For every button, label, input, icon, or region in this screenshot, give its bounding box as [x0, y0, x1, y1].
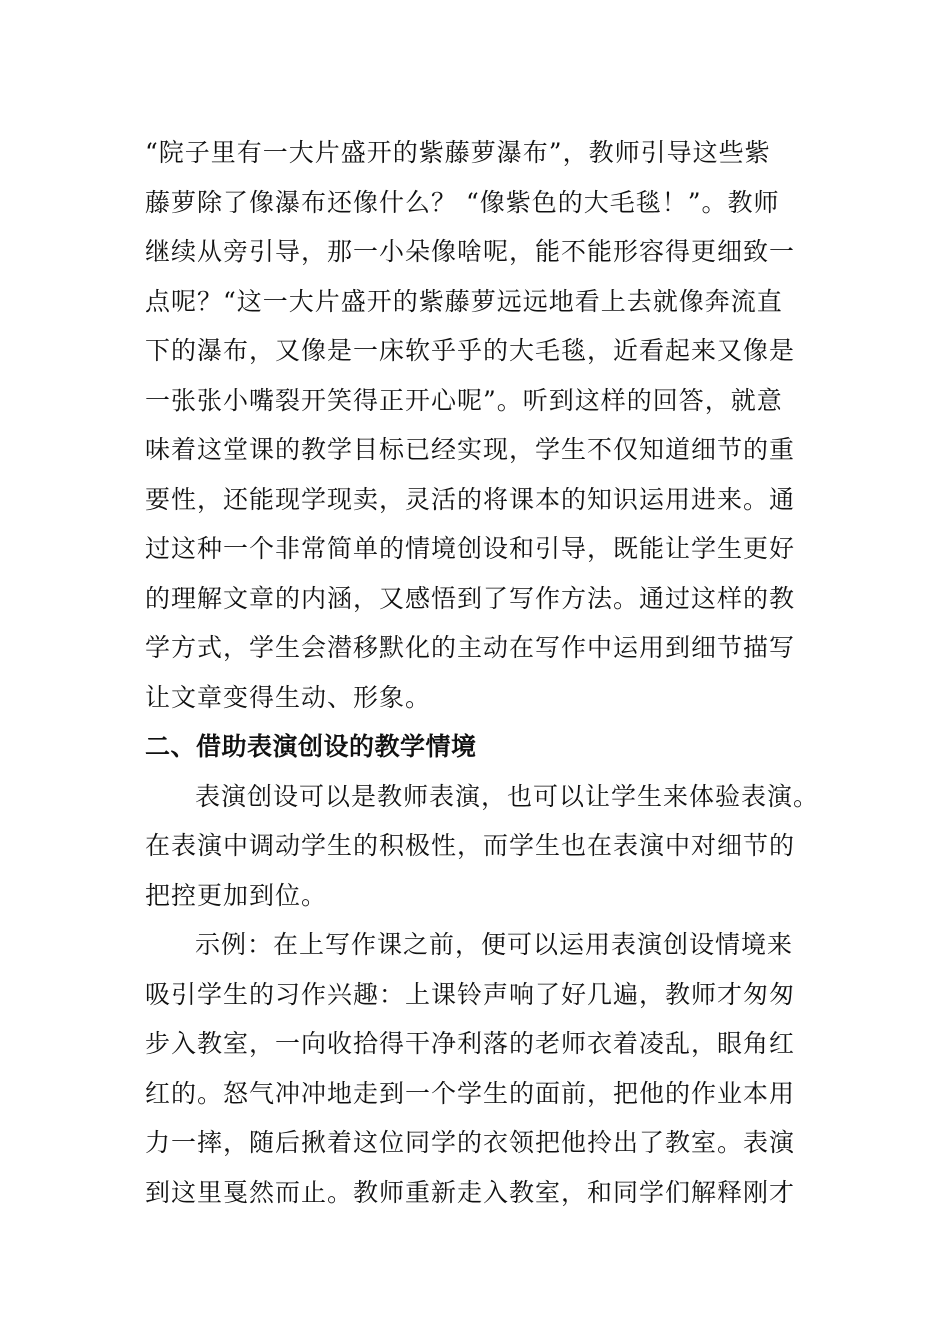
text-line: 的理解文章的内涵，又感悟到了写作方法。通过这样的教	[145, 583, 796, 613]
paragraph-performance	[145, 772, 825, 921]
text-line: 红的。怒气冲冲地走到一个学生的面前，把他的作业本用	[145, 1078, 796, 1108]
text-line: 示例：在上写作课之前，便可以运用表演创设情境来	[195, 930, 794, 959]
text-line: 点呢？“这一大片盛开的紫藤萝远远地看上去就像奔流直	[145, 286, 783, 316]
text-line: 要性，还能现学现卖，灵活的将课本的知识运用进来。通	[145, 484, 796, 514]
text-line: 步入教室，一向收拾得干净利落的老师衣着凌乱，眼角红	[145, 1029, 796, 1058]
text-line: 让文章变得生动、形象。	[145, 682, 432, 712]
text-line: 把控更加到位。	[145, 880, 328, 910]
text-line: 下的瀑布，又像是一床软乎乎的大毛毯，近看起来又像是	[145, 336, 796, 365]
text-line: 力一摔，随后揪着这位同学的衣领把他拎出了教室。表演	[145, 1128, 796, 1157]
text-line: 一张张小嘴裂开笑得正开心呢”。听到这样的回答，就意	[145, 385, 783, 415]
text-line: 学方式，学生会潜移默化的主动在写作中运用到细节描写	[145, 633, 796, 662]
document-body	[145, 128, 825, 1217]
text-line: 在表演中调动学生的积极性，而学生也在表演中对细节的	[145, 831, 796, 860]
text-line: 继续从旁引导，那一小朵像啥呢，能不能形容得更细致一	[145, 237, 796, 266]
text-line: 吸引学生的习作兴趣：上课铃声响了好几遍，教师才匆匆	[145, 979, 796, 1009]
text-line: 过这种一个非常简单的情境创设和引导，既能让学生更好	[145, 534, 796, 563]
section-heading: 二、借助表演创设的教学情境	[145, 732, 477, 761]
paragraph-example	[145, 920, 825, 1217]
text-line: 藤萝除了像瀑布还像什么？ “像紫色的大毛毯！”。教师	[145, 187, 780, 217]
text-line: 味着这堂课的教学目标已经实现，学生不仅知道细节的重	[145, 435, 796, 464]
text-line: “院子里有一大片盛开的紫藤萝瀑布”，教师引导这些紫	[145, 138, 771, 167]
text-line: 表演创设可以是教师表演，也可以让学生来体验表演。	[195, 781, 820, 811]
text-line: 到这里戛然而止。教师重新走入教室，和同学们解释刚才	[145, 1177, 796, 1207]
paragraph-continuation	[145, 128, 825, 722]
